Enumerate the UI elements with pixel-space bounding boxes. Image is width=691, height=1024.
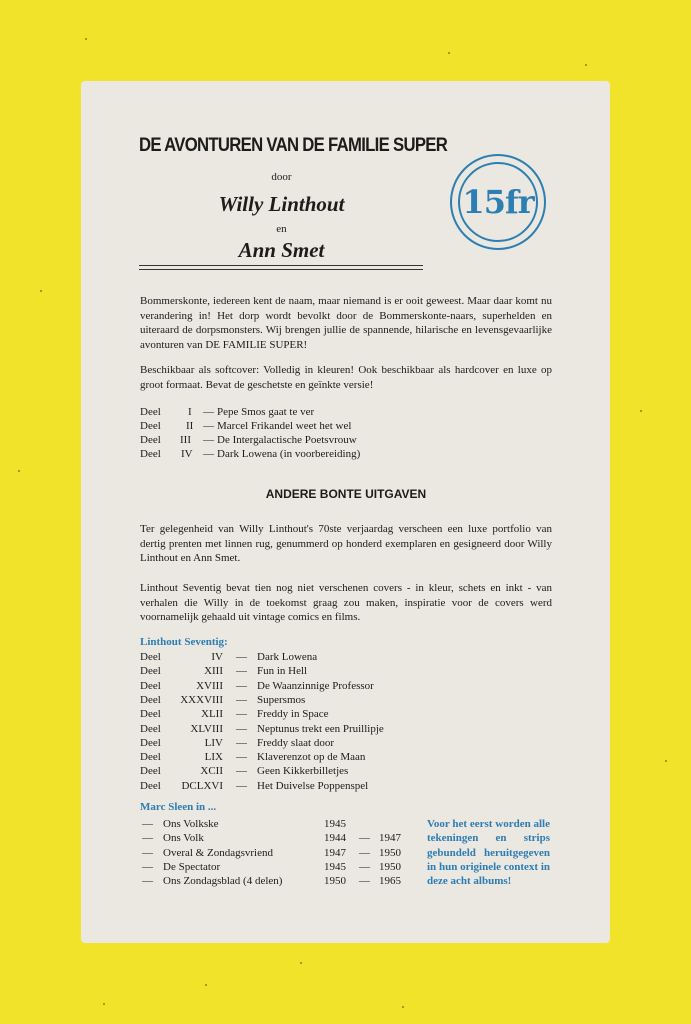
price-stamp <box>450 154 546 250</box>
seventig-heading: Linthout Seventig: <box>140 636 228 648</box>
info-sheet: DE AVONTUREN VAN DE FAMILIE SUPER door Willy Linthout en Ann Smet 15fr Bommerskonte, iedereen kent de naam, maar niemand is er ooit geweest. Maar daar komt nu verandering in! Het dorp wordt bevolkt door de Bommerskonte-naars, superhelden en uiteraard de dorpsmonsters. Wij brengen jullie de spannende, hilarische en levensgevaarlijke avonturen van DE FAMILIE SUPER! Beschikbaar als softcover: Volledig in kleuren! Ook beschikbaar als hardcover en luxe op groot formaat. Bevat de geschetste en geïnkte versie! Deel I — Pepe Smos gaat te ver Deel II — Marcel Frikandel weet het wel Deel III — De Intergalactische Poetsvrouw Deel IV — Dark Lowena (in voorbereiding) ANDERE BONTE UITGAVEN Ter gelegenheid van Willy Linthout's 70ste verjaardag verscheen een luxe portfolio van dertig prenten met linnen rug, genummerd op honderd exemplaren en gesigneerd door Willy Linthout en Ann Smet. Linthout Seventig bevat tien nog niet verschenen covers - in kleur, schets en inkt - van verhalen die Willy in de toekomst graag zou maken, inspiratie voor de covers werd voornamelijk gehaald uit vintage comics en films. Linthout Seventig: Deel IV — Dark Lowena Deel XIII — Fun in Hell Deel XVIII — De Waanzinnige Professor Deel XXXVIII — Supersmos Deel XLII — Freddy in Space Deel XLVIII — Neptunus trekt een Pruillipje Deel LIV — Freddy slaat door Deel LIX — Klaverenzot op de Maan Deel XCII — Geen Kikkerbilletjes Deel DCLXVI — Het Duivelse Poppenspel Marc Sleen in ... — Ons Volkske 1945 — Ons Volk 1944 — 1947 — Overal & Zondagsvriend 1947 — 1950 — De Spectator 1945 — 1950 — Ons Zondagsblad (4 delen) 1950 — 1965 Voor het eerst worden alle tekeningen en strips gebundeld heruitgegeven in hun originele context in deze acht albums! <box>81 81 610 943</box>
intro-paragraph: Bommerskonte, iedereen kent de naam, maar niemand is er ooit geweest. Maar daar komt nu verandering in! Het dorp wordt bevolkt door de Bommerskonte-naars, superhelden en uiteraard de dorpsmonsters. Wij brengen jullie de spannende, hilarische en levensgevaarlijke avonturen van DE FAMILIE SUPER! <box>140 295 552 351</box>
paper-speck <box>665 760 667 762</box>
paper-speck <box>402 1006 404 1008</box>
author-name: Willy Linthout <box>218 192 345 216</box>
divider <box>139 269 423 270</box>
paper-speck <box>205 984 207 986</box>
price-label: 15fr <box>458 162 538 242</box>
portfolio-paragraph: Ter gelegenheid van Willy Linthout's 70ste verjaardag verscheen een luxe portfolio van dertig prenten met linnen rug, genummerd op honderd exemplaren en gesigneerd door Willy Linthout en Ann Smet. <box>140 523 552 564</box>
and-label: en <box>276 223 287 235</box>
paper-speck <box>585 64 587 66</box>
divider <box>139 265 423 266</box>
paper-speck <box>85 38 87 40</box>
paper-speck <box>640 410 642 412</box>
co-author-name: Ann Smet <box>238 238 325 262</box>
paper-speck <box>300 962 302 964</box>
paper-speck <box>18 470 20 472</box>
sleen-note: Voor het eerst worden alle tekeningen en strips gebundeld heruitgegeven in hun originele context in deze acht albums! <box>427 818 550 888</box>
sleen-heading: Marc Sleen in ... <box>140 801 217 813</box>
seventig-paragraph: Linthout Seventig bevat tien nog niet verschenen covers - in kleur, schets en inkt - van verhalen die Willy in de toekomst graag zou maken, inspiratie voor de covers werd voornamelijk gehaald uit vintage comics en films. <box>140 582 552 623</box>
page-title: DE AVONTUREN VAN DE FAMILIE SUPER <box>139 135 448 156</box>
paper-speck <box>448 52 450 54</box>
availability-paragraph: Beschikbaar als softcover: Volledig in kleuren! Ook beschikbaar als hardcover en luxe op groot formaat. Bevat de geschetste en geïnkte versie! <box>140 364 552 391</box>
section-heading: ANDERE BONTE UITGAVEN <box>265 487 427 501</box>
by-label: door <box>271 171 292 183</box>
paper-speck <box>103 1003 105 1005</box>
paper-speck <box>40 290 42 292</box>
